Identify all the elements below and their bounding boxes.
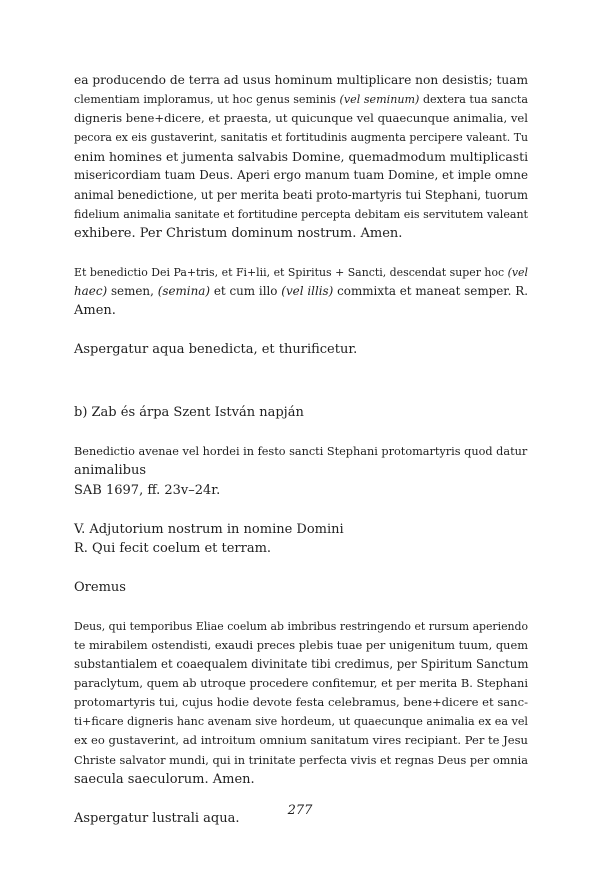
text-span: et cum illo — [210, 283, 282, 298]
text-line — [74, 282, 528, 301]
text-span: semen, — [107, 283, 158, 298]
text-line: digneris bene+dicere, et praesta, ut quicunque vel quaecunque animalia, vel — [74, 111, 528, 126]
text-span: Et benedictio Dei Pa+tris, et Fi+lii, et Spiritus + Sancti, descendat super hoc — [74, 265, 508, 279]
oremus-line — [74, 578, 528, 597]
text-line: enim homines et jumenta salvabis Domine, quemadmodum multiplicasti — [74, 149, 529, 165]
blessing-paragraph — [74, 71, 528, 243]
italic-note: (vel — [507, 265, 528, 279]
text-line: Deus, qui temporibus Eliae coelum ab imbribus restringendo et rursum aperiendo — [74, 619, 528, 633]
text-line: paraclytum, quem ab utroque procedere confitemur, et per merita B. Stephani — [74, 676, 528, 691]
text-line: Amen. — [74, 303, 116, 319]
text-line: protomartyris tui, cujus hodie devote festa celebramus, bene+dicere et sanc- — [74, 695, 528, 710]
text-line: Christe salvator mundi, qui in trinitate perfecta vivis et regnas Deus per omnia — [74, 753, 528, 767]
text-line: te mirabilem ostendisti, exaudi preces plebis tuae per unigenitum tuum, quem — [74, 637, 528, 652]
text-line: exhibere. Per Christum dominum nostrum. Amen. — [74, 225, 403, 241]
benediction-paragraph — [74, 263, 528, 320]
text-line: Benedictio avenae vel hordei in festo sancti Stephani protomartyris quod datur — [74, 445, 528, 459]
text-line: Oremus — [74, 579, 126, 595]
paragraph-gap — [74, 597, 528, 617]
prayer-paragraph — [74, 617, 528, 789]
versicle-paragraph — [74, 520, 528, 558]
text-line: ti+ficare digneris hanc avenam sive hordeum, ut quaecunque animalia ex ea vel — [74, 715, 528, 729]
text-span: dextera tua sancta — [419, 93, 528, 107]
text-span: clementiam imploramus, ut hoc genus seminis — [74, 93, 340, 107]
paragraph-gap — [74, 243, 528, 263]
italic-note: (semina) — [157, 283, 211, 298]
italic-note: (vel seminum) — [339, 93, 420, 107]
text-line: SAB 1697, ff. 23v–24r. — [74, 482, 221, 498]
text-line: pecora ex eis gustaverint, sanitatis et fortitudinis augmenta percipere valeant. Tu — [74, 131, 528, 145]
italic-note: (vel illis) — [281, 283, 334, 298]
text-line — [74, 90, 528, 109]
text-line: b) Zab és árpa Szent István napján — [74, 405, 304, 421]
text-line: ex eo gustaverint, ad introitum omnium sanitatum vires recipiant. Per te Jesu — [74, 733, 528, 748]
text-line: misericordiam tuam Deus. Aperi ergo manum tuam Domine, et imple omne — [74, 168, 528, 183]
text-span: commixta et maneat semper. R. — [333, 283, 529, 298]
section-gap — [74, 359, 528, 403]
text-line: fidelium animalia sanitate et fortitudine percepta debitam eis servitutem valeant — [74, 207, 528, 221]
text-line: Aspergatur aqua benedicta, et thurificetur. — [74, 342, 358, 358]
text-line: V. Adjutorium nostrum in nomine Domini — [74, 521, 344, 537]
paragraph-gap — [74, 422, 528, 442]
page-body — [74, 71, 528, 828]
text-line: substantialem et coaequalem divinitate tibi credimus, per Spiritum Sanctum — [74, 657, 529, 672]
text-line: Aspergatur lustrali aqua. — [74, 810, 240, 826]
text-line: ea producendo de terra ad usus hominum multiplicare non desistis; tuam — [74, 73, 529, 87]
rubric-aspergatur — [74, 340, 528, 359]
text-line: animalibus — [74, 463, 147, 479]
text-line: R. Qui fecit coelum et terram. — [74, 540, 272, 556]
paragraph-gap — [74, 558, 528, 578]
paragraph-gap — [74, 320, 528, 340]
page-number: 277 — [287, 803, 313, 818]
section-heading — [74, 403, 528, 422]
source-paragraph — [74, 442, 528, 499]
text-line: animal benedictione, ut per merita beati proto-martyris tui Stephani, tuorum — [74, 187, 528, 202]
paragraph-gap — [74, 500, 528, 520]
text-line — [74, 263, 528, 282]
text-line: saecula saeculorum. Amen. — [74, 771, 255, 787]
italic-note: haec) — [74, 283, 108, 298]
